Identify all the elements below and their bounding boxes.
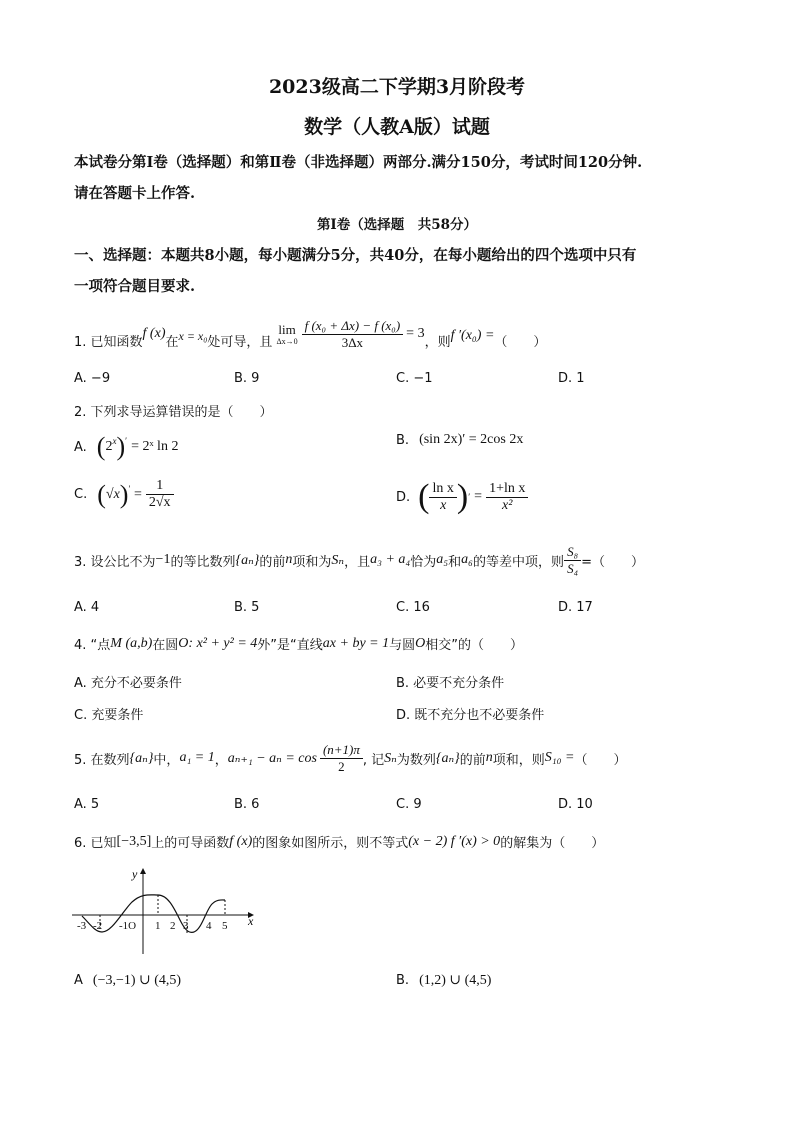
q3-blank: =（ ） <box>581 554 644 570</box>
q5-option-d: D. 10 <box>558 797 593 812</box>
q5-stem-f: 项和，则 <box>492 752 545 768</box>
question-6 <box>74 832 604 851</box>
q2-d-den: x² <box>502 497 513 513</box>
tick-5: 5 <box>222 920 228 932</box>
q5-stem-b: 中， <box>153 752 180 768</box>
y-axis-arrow <box>140 868 146 874</box>
q4-stem-e: 相交”的（ ） <box>425 638 523 653</box>
q2-a-paren-left: ( <box>96 432 106 461</box>
q6-b-label: B. <box>396 973 410 988</box>
q5-stem-d: 为数列 <box>396 752 436 768</box>
q2-stem: 2. 下列求导运算错误的是（ ） <box>74 405 273 420</box>
q2-d-fraction <box>486 481 528 514</box>
q1-lim: lim <box>278 322 296 337</box>
q2-b-expr: (sin 2x)′ = 2cos 2x <box>419 432 524 447</box>
q5-frac-num: (n+1)π <box>320 742 363 759</box>
section-title: 第Ⅰ卷（选择题 共58分） <box>316 217 478 233</box>
q1-denominator: 3Δx <box>341 334 364 350</box>
q2-a-rhs: = 2ˣ ln 2 <box>131 439 179 454</box>
q2-d-expr: ( $\frac{\text{ln x}}{x}$ ) ′ = $\frac{\text{1+ln x}}{\text{x²}}$ <box>418 478 528 516</box>
q5-n: n <box>485 750 493 765</box>
q5-comma: ， <box>214 752 228 768</box>
q4-option-c: C. 充要条件 <box>74 708 144 723</box>
question-3 <box>74 540 644 580</box>
q6-stem-b: 上的可导函数 <box>151 836 230 851</box>
q5-blank: （ ） <box>574 752 627 768</box>
q3-a6: a₆ <box>461 552 474 567</box>
q2-option-b <box>396 432 523 448</box>
q6-stem-a: 6. 已知 <box>74 836 117 851</box>
q1-option-b: B. 9 <box>234 371 260 386</box>
q1-fprime: f ′(x₀) = <box>450 328 495 343</box>
question-4 <box>74 634 523 653</box>
q6-inequality: (x − 2) f ′(x) > 0 <box>408 833 501 849</box>
q6-b-expr: (1,2) ∪ (4,5) <box>419 973 492 988</box>
q4-circle: O: x² + y² = 4 <box>178 635 258 651</box>
q5-a1: a₁ = 1 <box>179 750 215 765</box>
intro-line-1: 本试卷分第Ⅰ卷（选择题）和第Ⅱ卷（非选择题）两部分.满分150分，考试时间120分钟. <box>74 154 643 171</box>
q1-xeq: x = x₀ <box>178 328 208 343</box>
q6-a-expr: (−3,−1) ∪ (4,5) <box>92 973 182 988</box>
q3-frac-num: S₈ <box>564 544 581 561</box>
q3-stem-d: 项和为 <box>292 554 332 570</box>
q2-a-label: A. <box>74 439 87 455</box>
q3-stem-e: ，且 <box>344 554 371 570</box>
q6-option-b <box>396 972 491 989</box>
q4-option-b: B. 必要不充分条件 <box>396 676 505 691</box>
q2-d-num: 1+ln x <box>486 481 528 498</box>
exam-subtitle: 数学（人教A版）试题 <box>304 116 490 138</box>
q2-d-inner-num: ln x <box>429 481 456 498</box>
q3-stem-h: 的等差中项，则 <box>473 554 565 570</box>
tick-3: 3 <box>183 920 189 932</box>
q4-stem-c: 外”是“直线 <box>257 638 323 653</box>
q2-b-label: B. <box>396 432 410 448</box>
q2-c-lhs: (√x)′ = <box>97 479 142 509</box>
q1-limit <box>276 322 297 346</box>
q5-frac-den: 2 <box>338 758 345 774</box>
question-5 <box>74 737 626 779</box>
q3-a5: a₅ <box>436 552 449 567</box>
question-1 <box>74 313 546 367</box>
q5-stem-e: 的前 <box>459 752 486 768</box>
q3-stem-a: 3. 设公比不为 <box>74 554 156 570</box>
q2-d-label: D. <box>396 489 411 505</box>
q1-lim-sub: Δx→0 <box>276 337 298 346</box>
q2-c-label: C. <box>74 487 88 502</box>
q3-stem-b: 的等比数列 <box>170 554 236 570</box>
q1-blank: （ ） <box>494 334 547 350</box>
function-curve <box>82 895 225 933</box>
tick-4: 4 <box>206 920 212 932</box>
q4-stem-a: 4. “点 <box>74 638 111 653</box>
q1-prefix: 1. 已知函数 <box>74 334 143 350</box>
q6-option-a <box>74 972 181 989</box>
q2-d-inner-den: x <box>440 497 447 513</box>
q4-option-d: D. 既不充分也不必要条件 <box>396 708 545 723</box>
q4-o: O <box>415 635 426 651</box>
q5-option-b: B. 6 <box>234 797 260 812</box>
q3-option-c: C. 16 <box>396 600 430 615</box>
q2-option-d <box>396 478 528 516</box>
x-tick-labels <box>77 920 228 932</box>
q3-seq: {aₙ} <box>235 552 260 568</box>
q5-option-a: A. 5 <box>74 797 100 812</box>
q5-seq: {aₙ} <box>129 750 154 766</box>
q3-stem-c: 的前 <box>259 554 286 570</box>
q2-c-fraction <box>146 478 174 511</box>
q1-eq: = 3 <box>406 326 425 341</box>
q4-stem-d: 与圆 <box>389 638 416 653</box>
q2-a-paren-right: ) <box>116 432 126 461</box>
q5-s10: S₁₀ = <box>544 750 575 765</box>
q1-option-a: A. −9 <box>74 371 111 386</box>
q3-option-a: A. 4 <box>74 600 100 615</box>
q3-fraction <box>564 544 581 577</box>
tick-1: 1 <box>155 920 161 932</box>
tick-minus-2: -2 <box>93 920 103 932</box>
q1-fraction <box>302 318 404 351</box>
q4-point: M (a,b) <box>110 635 153 651</box>
q4-line: ax + by = 1 <box>322 635 390 651</box>
q1-t2: 处可导，且 <box>207 334 273 350</box>
q5-option-c: C. 9 <box>396 797 422 812</box>
q3-sn: Sₙ <box>331 552 345 568</box>
q6-interval: [−3,5] <box>116 833 152 849</box>
q3-n: n <box>285 552 293 567</box>
q3-option-d: D. 17 <box>558 600 593 615</box>
tick-minus-3: -3 <box>77 920 87 932</box>
q3-a3a4: a₃ + a₄ <box>370 552 411 567</box>
q3-stem-g: 和 <box>448 554 462 570</box>
q1-t1: 在 <box>165 334 179 350</box>
q6-function-graph <box>70 862 260 958</box>
q1-numerator: f (x₀ + Δx) − f (x₀) <box>302 318 404 335</box>
q3-stem-f: 恰为 <box>410 554 437 570</box>
q4-stem-b: 在圆 <box>152 638 179 653</box>
section-instructions-2: 一项符合题目要求. <box>74 278 196 295</box>
q5-seq-2: {aₙ} <box>435 750 460 766</box>
q1-t3: ，则 <box>424 334 451 350</box>
tick-minus-1-origin: -1O <box>119 920 137 932</box>
q6-stem-c: 的图象如图所示，则不等式 <box>252 836 409 851</box>
q6-stem-d: 的解集为（ ） <box>500 836 605 851</box>
y-axis-label: y <box>132 867 138 881</box>
q2-c-den: 2√x <box>148 495 171 510</box>
q2-d-inner-fraction <box>429 481 456 514</box>
section-instructions-1: 一、选择题：本题共8小题，每小题满分5分，共40分，在每小题给出的四个选项中只有 <box>74 247 637 264</box>
q5-fraction <box>320 742 363 775</box>
q1-option-d: D. 1 <box>558 371 585 386</box>
q4-option-a: A. 充分不必要条件 <box>74 676 182 691</box>
tick-2: 2 <box>170 920 176 932</box>
intro-line-2: 请在答题卡上作答. <box>74 185 196 202</box>
q5-stem-a: 5. 在数列 <box>74 752 130 768</box>
q3-frac-den: S₄ <box>567 560 579 576</box>
q5-recurrence: aₙ₊₁ − aₙ = cos <box>227 750 317 766</box>
q1-fx: f (x) <box>142 326 166 341</box>
q1-option-c: C. −1 <box>396 371 433 386</box>
q2-a-expr: (2$^x$)′ <box>96 432 128 461</box>
q6-fx: f (x) <box>229 833 253 849</box>
q2-option-c <box>74 478 174 511</box>
exam-title: 2023级高二下学期3月阶段考 <box>268 76 526 98</box>
q2-option-a <box>74 432 178 462</box>
q3-option-b: B. 5 <box>234 600 260 615</box>
q6-a-label: A <box>74 973 83 988</box>
q5-sn: Sₙ <box>384 750 397 766</box>
q2-c-num: 1 <box>146 478 174 495</box>
x-axis-label: x <box>248 914 254 928</box>
q5-stem-c: , 记 <box>362 752 385 768</box>
q3-neg1: −1 <box>155 552 171 567</box>
